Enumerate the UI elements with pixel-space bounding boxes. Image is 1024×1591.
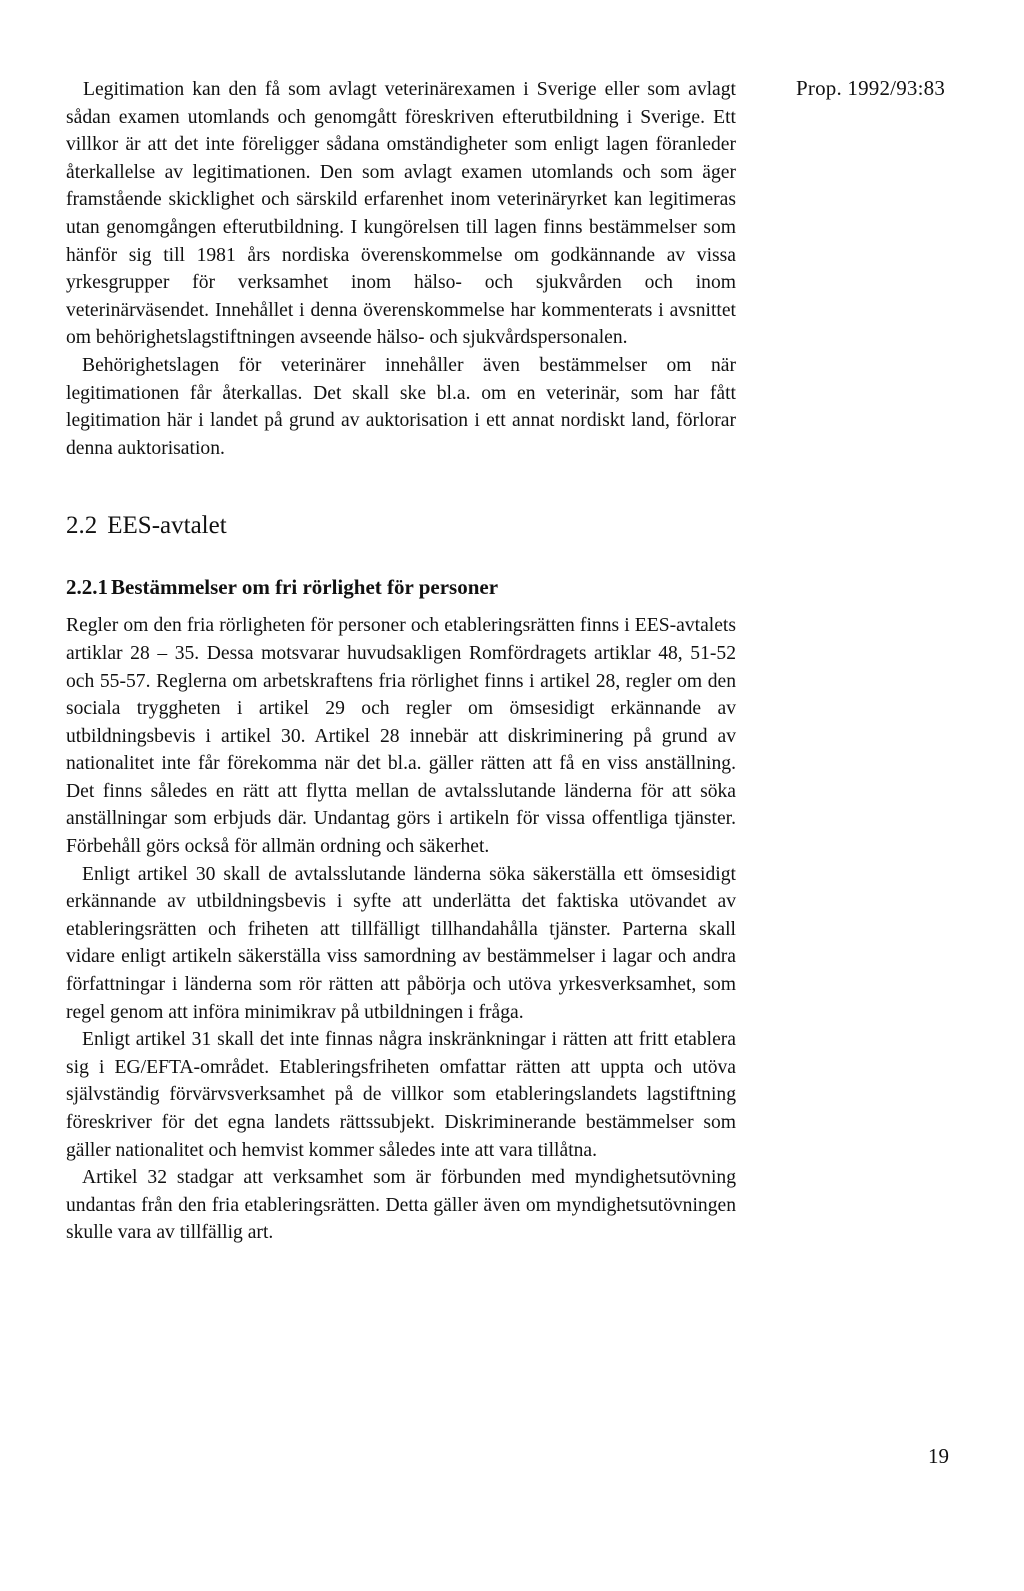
paragraph-artikel-30: Enligt artikel 30 skall de avtalsslutande länderna söka säkerställa ett ömsesidigt erkännande av utbildningsbevis i syfte att underlätta det faktiska utövandet av etableringsrätten och friheten att tillfälligt tillhandahålla tjänster. Parterna skall vidare enligt artikeln säkerställa viss samordning av bestämmelser i lagar och andra författningar i länderna som rör rätten att påbörja och utöva yrkesverksamhet, som regel genom att införa minimikrav på utbildningen i fråga.: [66, 863, 736, 1023]
paragraph-artikel-31: Enligt artikel 31 skall det inte finnas några inskränkningar i rätten att fritt etablera sig i EG/EFTA-området. Etableringsfriheten omfattar rätten att uppta och utöva självständig förvärvsverksamhet på de villkor som etableringslandets lagstiftning föreskriver för det egna landets rättssubjekt. Diskriminerande bestämmelser som gäller nationalitet och hemvist kommer således inte att vara tillåtna.: [66, 1029, 736, 1161]
paragraph-artikel-32: Artikel 32 stadgar att verksamhet som är förbunden med myndighetsutövning undantas från den fria etableringsrätten. Detta gäller även om myndighetsutövningen skulle vara av tillfällig art.: [66, 1167, 736, 1244]
subsection-title: Bestämmelser om fri rörlighet för personer: [111, 575, 499, 600]
paragraph-legitimation: Legitimation kan den få som avlagt veterinärexamen i Sverige eller som avlagt sådan examen utomlands och genomgått föreskriven efterutbildning i Sverige. Ett villkor är att det inte föreligger sådana omständigheter som enligt lagen föranleder återkallelse av legitimationen. Den som avlagt examen utomlands och som äger framstående skicklighet och särskild erfarenhet inom veterinäryrket kan legitimeras utan genomgången efterutbildning. I kungörelsen till lagen finns bestämmelser som hänför sig till 1981 års nordiska överenskommelse om godkännande av vissa yrkesgrupper för verksamhet inom hälso- och sjukvården och inom veterinärväsendet. Innehållet i denna överenskommelse har kommenterats i avsnittet om behörighetslagstiftningen avseende hälso- och sjukvårdspersonalen.: [66, 79, 736, 349]
section-title: EES-avtalet: [107, 512, 227, 540]
section-number: 2.2: [66, 512, 98, 540]
subsection-body: [66, 612, 736, 1247]
subsection-heading: [66, 574, 736, 600]
section-heading: [66, 511, 736, 541]
document-reference: Prop. 1992/93:83: [796, 76, 946, 100]
paragraph-aterkallelse: Behörighetslagen för veterinärer innehåller även bestämmelser om när legitimationen får återkallas. Det skall ske bl.a. om en veterinär, som har fått legitimation här i landet på grund av auktorisation i ett annat nordiskt land, förlorar denna auktorisation.: [66, 354, 736, 459]
page-body: [66, 76, 736, 1247]
paragraph-fri-rorlighet: Regler om den fria rörligheten för personer och etableringsrätten finns i EES-avtalets artiklar 28 – 35. Dessa motsvarar huvudsakligen Romfördragets artiklar 48, 51-52 och 55-57. Reglerna om arbetskraftens fria rörlighet finns i artikel 28, regler om den sociala tryggheten i artikel 29 och regler om ömsesidigt erkännande av utbildningsbevis i artikel 30. Artikel 28 innebär att diskriminering på grund av nationalitet inte får förekomma när det bl.a. gäller rätten att få en viss anställning. Det finns således en rätt att flytta mellan de avtalsslutande länderna för att söka anställningar som erbjuds där. Undantag görs i artikeln för vissa offentliga tjänster. Förbehåll görs också för allmän ordning och säkerhet.: [66, 615, 736, 858]
subsection-number: 2.2.1: [66, 575, 108, 600]
page-number: 19: [928, 1444, 949, 1468]
